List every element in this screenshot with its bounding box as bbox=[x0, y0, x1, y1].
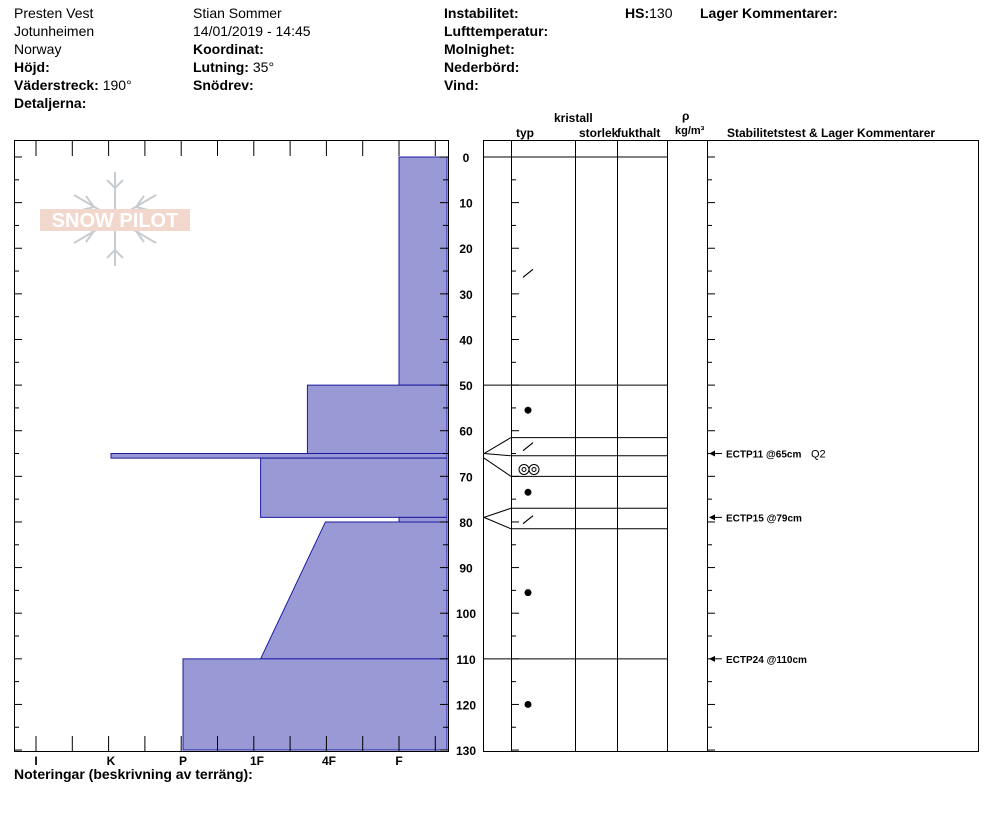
arrow-left-icon bbox=[709, 451, 715, 457]
hs-label: HS: bbox=[625, 5, 650, 21]
hardness-tick-label: I bbox=[34, 754, 38, 768]
depth-tick-label: 70 bbox=[459, 470, 473, 485]
depth-tick-label: 0 bbox=[462, 151, 470, 165]
col-header-typ: typ bbox=[516, 126, 534, 140]
snowpilot-watermark bbox=[40, 172, 190, 266]
hardness-layer-6 bbox=[183, 659, 447, 750]
hardness-layer-1 bbox=[307, 385, 447, 453]
hardness-tick-label: P bbox=[178, 754, 188, 768]
depth-tick-label: 100 bbox=[455, 607, 477, 622]
hardness-layer-0 bbox=[399, 157, 447, 385]
hardness-tick-label: 1F bbox=[249, 754, 265, 768]
grain-round-icon bbox=[525, 489, 532, 496]
stability-test-quality: Q2 bbox=[811, 448, 826, 461]
aspect-label: Väderstreck: bbox=[14, 77, 99, 93]
grain-decomposed-icon bbox=[523, 269, 533, 277]
hardness-tick-label: F bbox=[395, 754, 403, 768]
aspect-value: 190° bbox=[102, 77, 132, 93]
depth-tick-label: 10 bbox=[459, 196, 473, 211]
layer-comments-label: Lager Kommentarer: bbox=[700, 5, 838, 21]
hardness-layer-4 bbox=[399, 517, 447, 522]
depth-tick-label: 90 bbox=[459, 561, 473, 576]
hardness-tick-label: 4F bbox=[321, 754, 337, 768]
depth-tick-label: 30 bbox=[459, 287, 473, 302]
grain-faceted-icon bbox=[519, 464, 539, 474]
layer-connector bbox=[484, 454, 511, 456]
depth-tick-label: 20 bbox=[459, 242, 473, 257]
grain-round-icon bbox=[525, 701, 532, 708]
depth-tick-label: 130 bbox=[455, 744, 477, 759]
layer-connector bbox=[484, 517, 511, 528]
grain-decomposed-icon bbox=[523, 443, 533, 451]
hardness-layer-5 bbox=[261, 522, 447, 659]
layer-connector bbox=[484, 438, 511, 454]
instability-label: Instabilitet: bbox=[444, 5, 519, 21]
stability-test-label: ECTP24 @110cm bbox=[726, 654, 807, 666]
stability-test-label: ECTP15 @79cm bbox=[726, 513, 802, 525]
stability-test-label: ECTP11 @65cm bbox=[726, 449, 802, 461]
layer-connector bbox=[484, 458, 511, 476]
hardness-layer-3 bbox=[261, 458, 447, 517]
air-temp-label: Lufttemperatur: bbox=[444, 23, 549, 39]
depth-tick-label: 60 bbox=[459, 424, 473, 439]
col-header-storlek: storlek bbox=[579, 126, 619, 140]
region-name: Jotunheimen bbox=[14, 23, 95, 39]
watermark-text: SNOW PILOT bbox=[51, 210, 179, 232]
arrow-left-icon bbox=[709, 656, 715, 662]
hs-value: 130 bbox=[649, 5, 673, 21]
hardness-layer-2 bbox=[111, 454, 447, 459]
grain-round-icon bbox=[525, 407, 532, 414]
coordinate-label: Koordinat: bbox=[193, 41, 264, 57]
drift-label: Snödrev: bbox=[193, 77, 254, 93]
col-header-fukthalt: fukthalt bbox=[617, 126, 661, 140]
arrow-left-icon bbox=[709, 514, 715, 520]
col-header-density-unit: kg/m³ bbox=[675, 125, 705, 137]
observer-name: Stian Sommer bbox=[193, 5, 282, 21]
wind-label: Vind: bbox=[444, 77, 479, 93]
layer-connector bbox=[484, 508, 511, 517]
depth-tick-label: 50 bbox=[459, 379, 473, 394]
depth-tick-label: 80 bbox=[459, 515, 473, 530]
col-header-stability: Stabilitetstest & Lager Kommentarer bbox=[727, 126, 936, 140]
depth-tick-label: 120 bbox=[455, 698, 477, 713]
precip-label: Nederbörd: bbox=[444, 59, 520, 75]
slope-label: Lutning: bbox=[193, 59, 249, 75]
slope-value: 35° bbox=[252, 59, 275, 75]
grain-decomposed-icon bbox=[523, 516, 533, 524]
country-name: Norway bbox=[14, 41, 62, 57]
depth-tick-label: 40 bbox=[459, 333, 473, 348]
col-header-density-symbol: ρ bbox=[682, 109, 690, 123]
cloud-label: Molnighet: bbox=[444, 41, 515, 57]
location-name: Presten Vest bbox=[14, 5, 94, 21]
grain-round-icon bbox=[525, 589, 532, 596]
terrain-notes-label: Noteringar (beskrivning av terräng): bbox=[14, 766, 253, 782]
col-header-kristall: kristall bbox=[554, 111, 593, 125]
elevation-label: Höjd: bbox=[14, 59, 50, 75]
details-label: Detaljerna: bbox=[14, 95, 87, 111]
observation-datetime: 14/01/2019 - 14:45 bbox=[193, 23, 311, 39]
depth-tick-label: 110 bbox=[456, 652, 476, 667]
hardness-tick-label: K bbox=[106, 754, 116, 768]
